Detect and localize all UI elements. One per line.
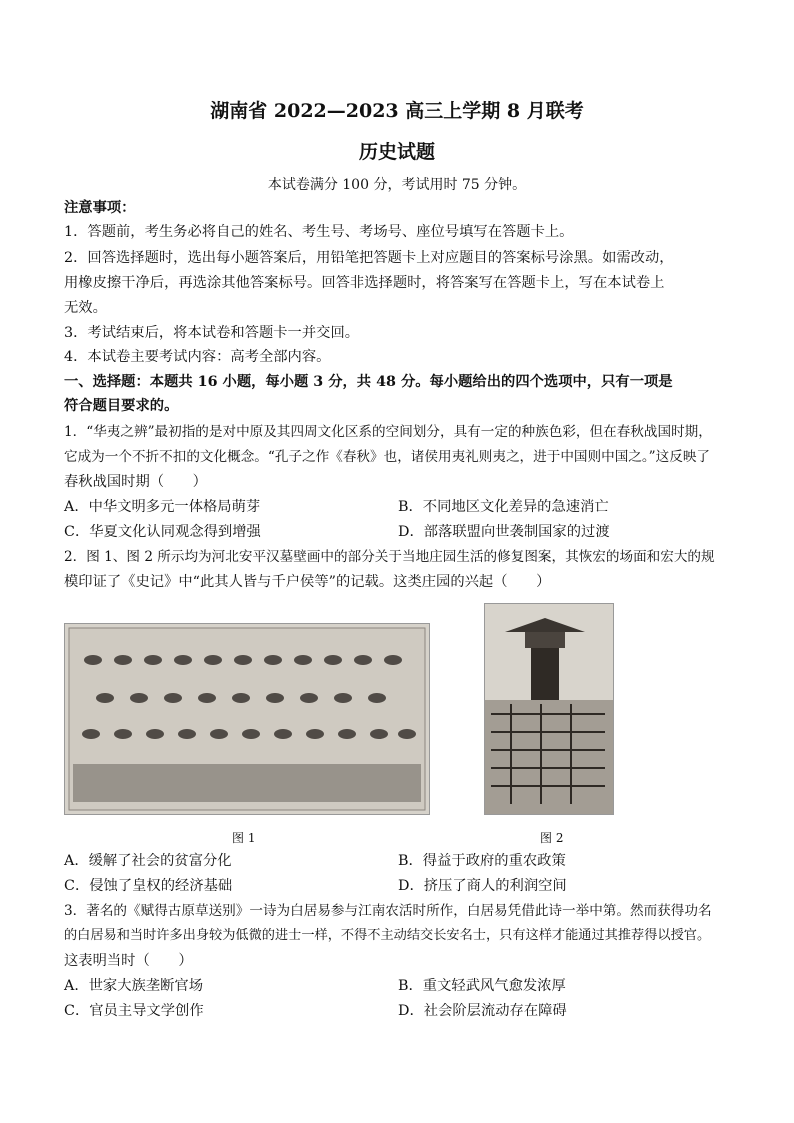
note-line: 4．本试卷主要考试内容：高考全部内容。: [64, 349, 331, 365]
note-line: 1．答题前，考生务必将自己的姓名、考生号、考场号、座位号填写在答题卡上。: [64, 224, 574, 240]
q3-stem: 这表明当时（ ）: [64, 953, 193, 969]
q3-option-a: A．世家大族垄断官场: [64, 978, 203, 994]
exam-title: 湖南省 2022—2023 高三上学期 8 月联考: [210, 100, 584, 122]
note-line: 3．考试结束后，将本试卷和答题卡一并交回。: [64, 325, 360, 341]
q2-option-c: C．侵蚀了皇权的经济基础: [64, 878, 233, 894]
note-line: 无效。: [64, 300, 107, 316]
q2-option-b: B．得益于政府的重农政策: [398, 853, 566, 869]
q3-stem: 3．著名的《赋得古原草送别》一诗为白居易参与江南农活时所作，白居易凭借此诗一举中第。然而获得功名: [64, 903, 712, 919]
q1-stem: 春秋战国时期（ ）: [64, 474, 207, 490]
q1-option-c: C．华夏文化认同观念得到增强: [64, 524, 261, 540]
q1-option-b: B．不同地区文化差异的急速消亡: [398, 499, 609, 515]
section-heading: 一、选择题：本题共 16 小题，每小题 3 分，共 48 分。每小题给出的四个选项中，只有一项是: [64, 374, 673, 390]
q2-option-d: D．挤压了商人的利润空间: [398, 878, 567, 894]
figure-1-mural: [64, 623, 430, 815]
q3-stem: 的白居易和当时许多出身较为低微的进士一样，不得不主动结交长安名士，只有这样才能通过其推荐得以授官。: [64, 928, 711, 943]
figure-2-caption: 图 2: [540, 831, 564, 845]
note-line: 用橡皮擦干净后，再选涂其他答案标号。回答非选择题时，将答案写在答题卡上，写在本试卷上: [64, 275, 665, 291]
exam-info: 本试卷满分 100 分，考试用时 75 分钟。: [267, 177, 527, 193]
figure-1-mural-image: [65, 624, 429, 814]
q1-stem: 1．“华夷之辨”最初指的是对中原及其四周文化区系的空间划分，具有一定的种族色彩，但在春秋战国时期，: [64, 424, 712, 440]
figure-2-manor-image: [485, 604, 613, 814]
figure-1-caption: 图 1: [232, 831, 256, 845]
q1-option-a: A．中华文明多元一体格局萌芽: [64, 499, 261, 515]
q2-stem: 2．图 1、图 2 所示均为河北安平汉墓壁画中的部分关于当地庄园生活的修复图案，其恢宏的场面和宏大的规: [64, 549, 715, 565]
note-line: 2．回答选择题时，选出每小题答案后，用铅笔把答题卡上对应题目的答案标号涂黑。如需改动，: [64, 250, 674, 266]
q3-option-d: D．社会阶层流动存在障碍: [398, 1003, 567, 1019]
subject-title: 历史试题: [358, 141, 435, 163]
q3-option-c: C．官员主导文学创作: [64, 1003, 204, 1019]
section-heading-cont: 符合题目要求的。: [64, 398, 179, 414]
q2-option-a: A．缓解了社会的贫富分化: [64, 853, 232, 869]
q3-option-b: B．重文轻武风气愈发浓厚: [398, 978, 566, 994]
q1-option-d: D．部落联盟向世袭制国家的过渡: [398, 524, 610, 540]
q1-stem: 它成为一个不折不扣的文化概念。“孔子之作《春秋》也，诸侯用夷礼则夷之，进于中国则中国之。”这反映了: [64, 449, 711, 465]
notes-heading: 注意事项：: [64, 200, 136, 216]
q2-stem: 模印证了《史记》中“此其人皆与千户侯等”的记载。这类庄园的兴起（ ）: [64, 574, 551, 590]
figure-2-manor: [484, 603, 614, 815]
